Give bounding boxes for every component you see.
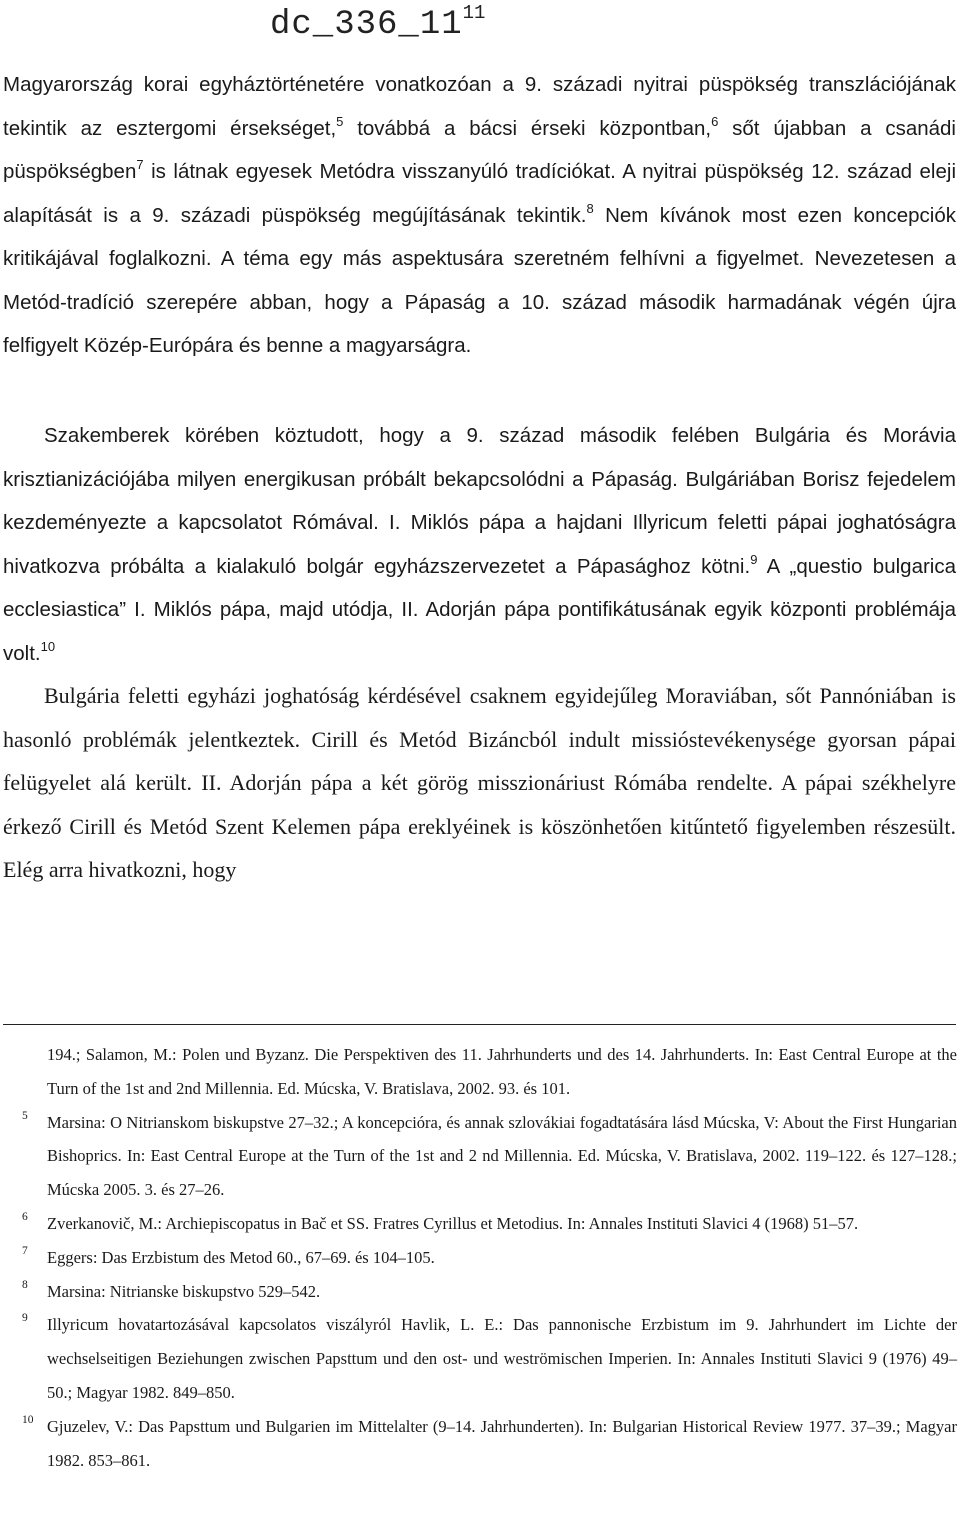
paragraph-1-text-5: Nem kívánok most ezen koncepciók kritikájával foglalkozni. A téma egy más aspektusára szeretném felhívni a figyelmet. Nevezetesen a Metód-tradíció szerepére abban, hogy a Pápaság a 10. század második harmadának végén újra felfigyelt Közép-Európára és benne a magyarságra. [3, 203, 956, 357]
footnote-number: 6 [22, 1210, 28, 1223]
footnote-ref-5[interactable]: 5 [336, 113, 344, 129]
paragraph-1-text-4: is látnak egyesek Metódra visszanyúló tradíciókat. A nyitrai püspökség 12. század eleji alapítását is a 9. századi püspökség megújításának tekintik. [3, 160, 956, 227]
paragraph-3 [3, 674, 956, 892]
page-header [270, 2, 485, 44]
footnote-text: Marsina: Nitrianske biskupstvo 529–542. [47, 1281, 321, 1301]
paragraph-2-text-1: Szakemberek körében köztudott, hogy a 9. század második felében Bulgária és Morávia krisztianizációjába milyen energikusan próbált bekapcsolódni a Pápaság. Bulgáriában Borisz fejedelem kezdeményezte a kapcsolatot Rómával. I. Miklós pápa a hajdani Illyricum feletti pápai joghatóságra hivatkozva próbálta a kialakuló bolgár egyházszervezetet a Pápasághoz kötni. [3, 424, 956, 578]
footnote-item [0, 1275, 957, 1309]
footnote-separator [3, 1024, 956, 1025]
footnote-item [0, 1038, 957, 1106]
footnote-number: 5 [22, 1109, 28, 1122]
footnote-text: Eggers: Das Erzbistum des Metod 60., 67–69. és 104–105. [47, 1247, 435, 1267]
paragraph-1-text-2: továbbá a bácsi érseki központban, [343, 116, 712, 140]
page-number: 11 [462, 2, 486, 24]
footnote-ref-6[interactable]: 6 [711, 113, 719, 129]
footnote-number: 7 [22, 1244, 28, 1257]
paragraph-1-text-3: sőt újabban a csanádi püspökségben [3, 116, 956, 183]
footnote-item [0, 1241, 957, 1275]
footnote-text: Marsina: O Nitrianskom biskupstve 27–32.; A koncepcióra, és annak szlovákiai fogadtatására lásd Múcska, V: About the First Hungarian Bishoprics. In: East Central Europe at the Turn of the 1st and 2 nd Millennia. Ed. Múcska, V. Bratislava, 2002. 119–122. és 127–128.; Múcska 2005. 3. és 27–26. [47, 1112, 957, 1200]
footnote-item [0, 1207, 957, 1241]
footnotes [0, 1038, 960, 1477]
footnote-ref-7[interactable]: 7 [136, 157, 144, 172]
footnote-text: Illyricum hovatartozásával kapcsolatos viszályról Havlik, L. E.: Das pannonische Erzbistum im 9. Jahrhundert im Lichte der wechselseitigen Beziehungen zwischen Papsttum und den ost- und weströmischen Imperien. In: Annales Instituti Slavici 9 (1976) 49–50.; Magyar 1982. 849–850. [47, 1315, 957, 1402]
footnote-text: Zverkanovič, M.: Archiepiscopatus in Bač et SS. Fratres Cyrillus et Metodius. In: Annales Instituti Slavici 4 (1968) 51–57. [47, 1213, 859, 1233]
footnote-ref-10[interactable]: 10 [40, 638, 56, 654]
paragraph-2-text-2: A „questio bulgarica ecclesiastica” I. Miklós pápa, majd utódja, II. Adorján pápa pontifikátusának egyik központi problémája volt. [3, 554, 956, 665]
footnote-text: Gjuzelev, V.: Das Papsttum und Bulgarien im Mittelalter (9–14. Jahrhunderten). In: Bulgarian Historical Review 1977. 37–39.; Magyar 1982. 853–861. [47, 1416, 957, 1470]
document-code: dc_336_11 [270, 6, 463, 44]
paragraph-1 [3, 63, 956, 368]
footnote-number: 9 [22, 1312, 28, 1325]
paragraph-2 [3, 414, 956, 675]
footnote-ref-8[interactable]: 8 [586, 200, 594, 216]
footnote-number: 10 [22, 1413, 34, 1426]
paragraph-1-text-1: Magyarország korai egyháztörténetére vonatkozóan a 9. századi nyitrai püspökség transzlációjának tekintik az esztergomi érsekséget, [3, 73, 956, 140]
footnote-item [0, 1106, 957, 1207]
footnote-ref-9[interactable]: 9 [750, 551, 758, 567]
paragraph-3-text: Bulgária feletti egyházi joghatóság kérdésével csaknem egyidejűleg Moraviában, sőt Pannóniában is hasonló problémák jelentkeztek. Cirill és Metód Bizáncból indult missióstevékenysége gyorsan pápai felügyelet alá került. II. Adorján pápa a két görög misszionáriust Rómába rendelte. A pápai székhelyre érkező Cirill és Metód Szent Kelemen pápa ereklyéinek is köszönhetően kitűntető figyelemben részesült. Elég arra hivatkozni, hogy [3, 683, 956, 882]
footnote-item [0, 1410, 957, 1478]
footnote-number: 8 [22, 1278, 28, 1291]
footnote-text: 194.; Salamon, M.: Polen und Byzanz. Die Perspektiven des 11. Jahrhunderts und des 14. Jahrhunderts. In: East Central Europe at the Turn of the 1st and 2nd Millennia. Ed. Múcska, V. Bratislava, 2002. 93. és 101. [47, 1045, 957, 1098]
footnote-item [0, 1308, 957, 1409]
